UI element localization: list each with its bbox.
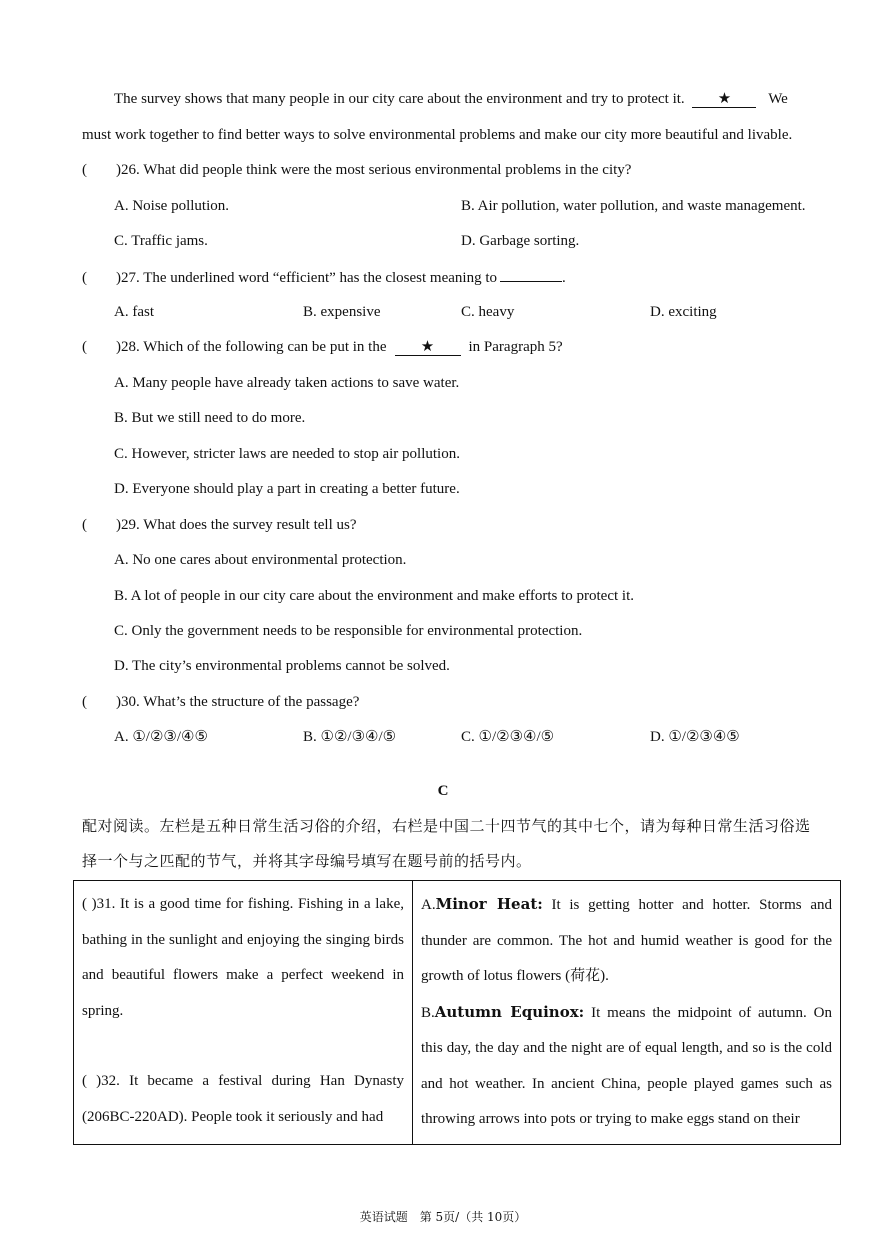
option-a: A. Noise pollution.: [114, 198, 229, 214]
page-footer: 英语试题 第 5页/（共 10页）: [359, 1210, 527, 1224]
passage-text: The survey shows that many people in our city care about the environment and try to protect it.: [114, 91, 685, 107]
answer-paren: (: [82, 270, 87, 286]
option-b: B. expensive: [303, 304, 381, 320]
section-heading: C: [437, 783, 449, 799]
left-column: [74, 881, 413, 1145]
table-row: [74, 881, 841, 1145]
answer-paren: (: [82, 339, 87, 355]
option-a: A. Many people have already taken actions to save water.: [114, 375, 460, 391]
question-27: [82, 267, 566, 288]
question-26: [82, 160, 631, 180]
option-b: B. But we still need to do more.: [114, 410, 306, 426]
option-b: B. A lot of people in our city care about the environment and make efforts to protect it.: [114, 588, 634, 604]
star-icon: ★: [420, 339, 435, 355]
term-b-title: Autumn Equinox:: [434, 1002, 585, 1021]
option-c: C. Traffic jams.: [114, 233, 208, 249]
section-instructions-line-2: 择一个与之匹配的节气，并将其字母编号填写在题号前的括号内。: [82, 852, 532, 870]
question-stem: )28. Which of the following can be put in the: [116, 339, 387, 355]
term-a-text: It is getting hotter and hotter. Storms and thunder are common. The hot and humid weather is good for the growth of lotus flowers (荷花).: [421, 897, 832, 984]
question-29: [82, 515, 357, 535]
star-icon: ★: [717, 91, 732, 107]
option-c: C. Only the government needs to be responsible for environmental protection.: [114, 623, 583, 639]
option-b: B. ①②/③④/⑤: [303, 729, 397, 745]
star-blank: [692, 91, 756, 108]
term-b-label: B.: [421, 1004, 435, 1021]
answer-blank: [500, 267, 562, 282]
option-d: D. exciting: [650, 304, 717, 320]
section-instructions-line-1: 配对阅读。左栏是五种日常生活习俗的介绍，右栏是中国二十四节气的其中七个，请为每种日常生活习俗选: [82, 817, 811, 835]
question-stem: )29. What does the survey result tell us?: [116, 517, 357, 533]
star-blank: [395, 339, 461, 356]
term-a-label: A.: [421, 897, 436, 913]
question-32: ( )32. It became a festival during Han Dynasty (206BC-220AD). People took it seriously and had: [82, 1073, 404, 1125]
passage-line-2: [82, 125, 792, 145]
option-d: D. ①/②③④⑤: [650, 729, 740, 745]
spacer: [82, 1029, 404, 1064]
option-c: C. However, stricter laws are needed to stop air pollution.: [114, 446, 460, 462]
question-stem-end: in Paragraph 5?: [468, 339, 563, 355]
question-stem: )26. What did people think were the most serious environmental problems in the city?: [116, 162, 632, 178]
option-a: A. fast: [114, 304, 154, 320]
option-d: D. Everyone should play a part in creating a better future.: [114, 481, 460, 497]
answer-paren: (: [82, 694, 87, 710]
question-stem: )27. The underlined word “efficient” has the closest meaning to: [116, 270, 497, 286]
passage-line-1: [114, 89, 788, 109]
question-31: ( )31. It is a good time for fishing. Fishing in a lake, bathing in the sunlight and enjoying the singing birds and beautiful flowers make a perfect weekend in spring.: [82, 896, 404, 1019]
right-column: [413, 881, 841, 1145]
answer-paren: (: [82, 162, 87, 178]
option-a: A. No one cares about environmental protection.: [114, 552, 407, 568]
term-b: [421, 995, 832, 1138]
option-c: C. heavy: [461, 304, 515, 320]
option-b: B. Air pollution, water pollution, and waste management.: [461, 198, 806, 214]
term-a-title: Minor Heat:: [435, 895, 543, 913]
passage-text: We: [768, 91, 788, 107]
question-30: [82, 692, 359, 712]
question-28: [82, 337, 563, 357]
option-d: D. Garbage sorting.: [461, 233, 580, 249]
option-a: A. ①/②③/④⑤: [114, 729, 208, 745]
term-a: [421, 887, 832, 995]
option-c: C. ①/②③④/⑤: [461, 729, 555, 745]
option-d: D. The city’s environmental problems cannot be solved.: [114, 658, 450, 674]
matching-table: [73, 880, 841, 1145]
term-b-text: It means the midpoint of autumn. On this day, the day and the night are of equal length, and so is the cold and hot weather. In ancient China, people played games such as throwing arrows into pots or trying to make eggs stand on their: [421, 1004, 832, 1127]
question-stem-end: .: [562, 270, 566, 286]
question-stem: )30. What’s the structure of the passage?: [116, 694, 360, 710]
answer-paren: (: [82, 517, 87, 533]
passage-text: must work together to find better ways to solve environmental problems and make our city more beautiful and livable.: [82, 127, 793, 143]
